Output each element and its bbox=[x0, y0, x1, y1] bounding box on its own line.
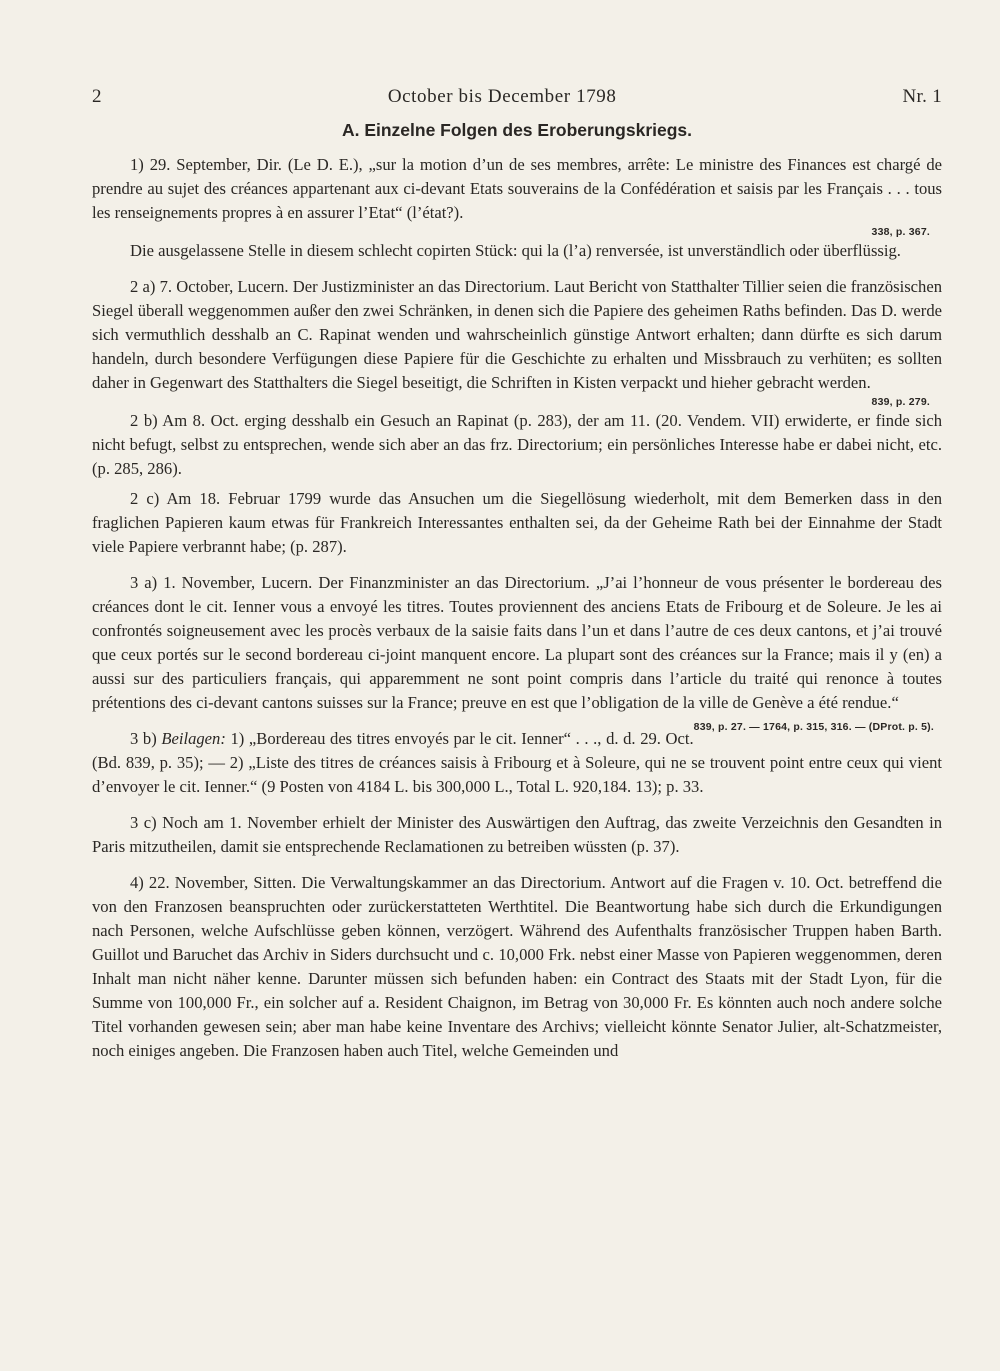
entry-2a bbox=[92, 275, 942, 395]
running-title: October bis December 1798 bbox=[387, 86, 617, 107]
entry-4 bbox=[92, 871, 942, 1063]
entry-2b bbox=[92, 409, 942, 481]
entry-4-text: 4) 22. November, Sitten. Die Verwaltungskammer an das Directorium. Antwort auf die Fragen v. 10. Oct. betreffend die von den Franzosen beanspruchten oder zurückerstatteten Werthtitel. Die Beantwortung habe sich durch die Erkundigungen nach Personen, welche Aufschlüsse geben können, verzögert. Während des Aufenthalts französischer Truppen haben Barth. Guillot und Baruchet das Archiv in Siders durchsucht und c. 10,000 Frk. nebst einer Masse von Papieren weggenommen, deren Inhalt man nicht näher kenne. Darunter müssen sich befunden haben: ein Contract des Staats mit der Stadt Lyon, für die Summe von 100,000 Fr., ein solcher auf a. Resident Chaignon, im Betrag von 30,000 Fr. Es könnten auch noch andere solche Titel vorhanden gewesen sein; aber man habe keine Inventare des Archivs; vielleicht könnte Senator Julier, alt-Schatzmeister, noch einiges angeben. Die Franzosen haben auch Titel, welche Gemeinden und bbox=[92, 873, 942, 1060]
entry-2a-source: 839, p. 279. bbox=[871, 396, 930, 408]
running-header bbox=[92, 86, 942, 108]
entry-1-text: 1) 29. September, Dir. (Le D. E.), „sur la motion d’un de ses membres, arrête: Le ministre des Finances est chargé de prendre au sujet des créances appartenant aux ci-devant Etats souverains de la Confédération et saisis par les Français . . . tous les renseignements propres à en assurer l’Etat“ (l’état?). bbox=[92, 155, 942, 222]
entry-2c bbox=[92, 487, 942, 559]
entry-3a-text: 3 a) 1. November, Lucern. Der Finanzminister an das Directorium. „J’ai l’honneur de vous présenter le bordereau des créances dont le cit. Ienner vous a envoyé les titres. Toutes proviennent des anciens Etats de Fribourg et de Soleure. Je les ai confrontés soigneusement avec les procès verbaux de la saisie faits dans l’un et dans l’autre de ces deux cantons, et j’ai trouvé que ceux portés sur le second bordereau ci-joint manquent encore. La plupart sont des créances sur la France; mais il y (en) a aussi sur des particuliers français, qui apparemment ne sont point compris dans l’article du traité qui renonce à toutes prétentions des ci-devant cantons suisses sur la France; preuve en est que l’obligation de la ville de Genève a été rendue.“ bbox=[92, 573, 942, 712]
document-number: Nr. 1 bbox=[902, 86, 942, 107]
entry-1-source: 338, p. 367. bbox=[871, 226, 930, 238]
section-heading: A. Einzelne Folgen des Eroberungskriegs. bbox=[341, 120, 693, 140]
entry-1-note-text: Die ausgelassene Stelle in diesem schlecht copirten Stück: qui la (l’a) renversée, ist unverständlich oder überflüssig. bbox=[130, 241, 901, 260]
entry-3c-text: 3 c) Noch am 1. November erhielt der Minister des Auswärtigen den Auftrag, das zweite Verzeichnis den Gesandten in Paris mitzutheilen, damit sie entsprechende Reclamationen zu betreiben wüssten (p. 37). bbox=[92, 813, 942, 856]
entry-3a-source: 839, p. 27. — 1764, p. 315, 316. — (DProt. p. 5). bbox=[693, 721, 934, 733]
page-number: 2 bbox=[92, 86, 102, 107]
entry-2b-text: 2 b) Am 8. Oct. erging desshalb ein Gesuch an Rapinat (p. 283), der am 11. (20. Vendem. VII) erwiderte, er finde sich nicht befugt, selbst zu entsprechen, wende sich aber an das frz. Directorium; ein persönliches Interesse habe er dabei nicht, etc. (p. 285, 286). bbox=[92, 411, 942, 478]
entry-1 bbox=[92, 153, 942, 225]
entry-1-note bbox=[92, 239, 942, 263]
entry-2a-text: 2 a) 7. October, Lucern. Der Justizminister an das Directorium. Laut Bericht von Statthalter Tillier seien die französischen Siegel überall weggenommen außer den zwei Schränken, in denen sich die Papiere des geheimen Raths befinden. Das D. werde sich vermuthlich desshalb an C. Rapinat wenden und wahrscheinlich günstige Antwort erhalten; dann dürfte es sich darum handeln, durch besondere Verfügungen diese Papiere für die Geschichte zu erhalten und Missbrauch zu verhüten; es sollten daher in Gegenwart des Statthalters die Siegel beseitigt, die Schriften in Kisten verpackt und hieher gebracht werden. bbox=[92, 277, 942, 392]
entry-3b-emphasis: Beilagen: bbox=[161, 729, 226, 748]
entry-3b-text: 1) „Bordereau des titres envoyés par le cit. Ienner“ . . ., d. d. 29. Oct. (Bd. 839, p. 35); — 2) „Liste des titres de créances saisis à Fribourg et à Soleure, qui ne se trouvent point entre ceux qui vient d’envoyer le cit. Ienner.“ (9 Posten von 4184 L. bis 300,000 L., Total L. 920,184. 13); p. 33. bbox=[92, 729, 942, 796]
entry-3c bbox=[92, 811, 942, 859]
entry-2c-text: 2 c) Am 18. Februar 1799 wurde das Ansuchen um die Siegellösung wiederholt, mit dem Bemerken dass in den fraglichen Papieren kaum etwas für Frankreich Interessantes enthalten sei, da der Geheime Rath bei der Einnahme der Stadt viele Papiere verbrannt habe; (p. 287). bbox=[92, 489, 942, 556]
entry-3a bbox=[92, 571, 942, 733]
entry-3b-label: 3 b) bbox=[130, 729, 157, 748]
